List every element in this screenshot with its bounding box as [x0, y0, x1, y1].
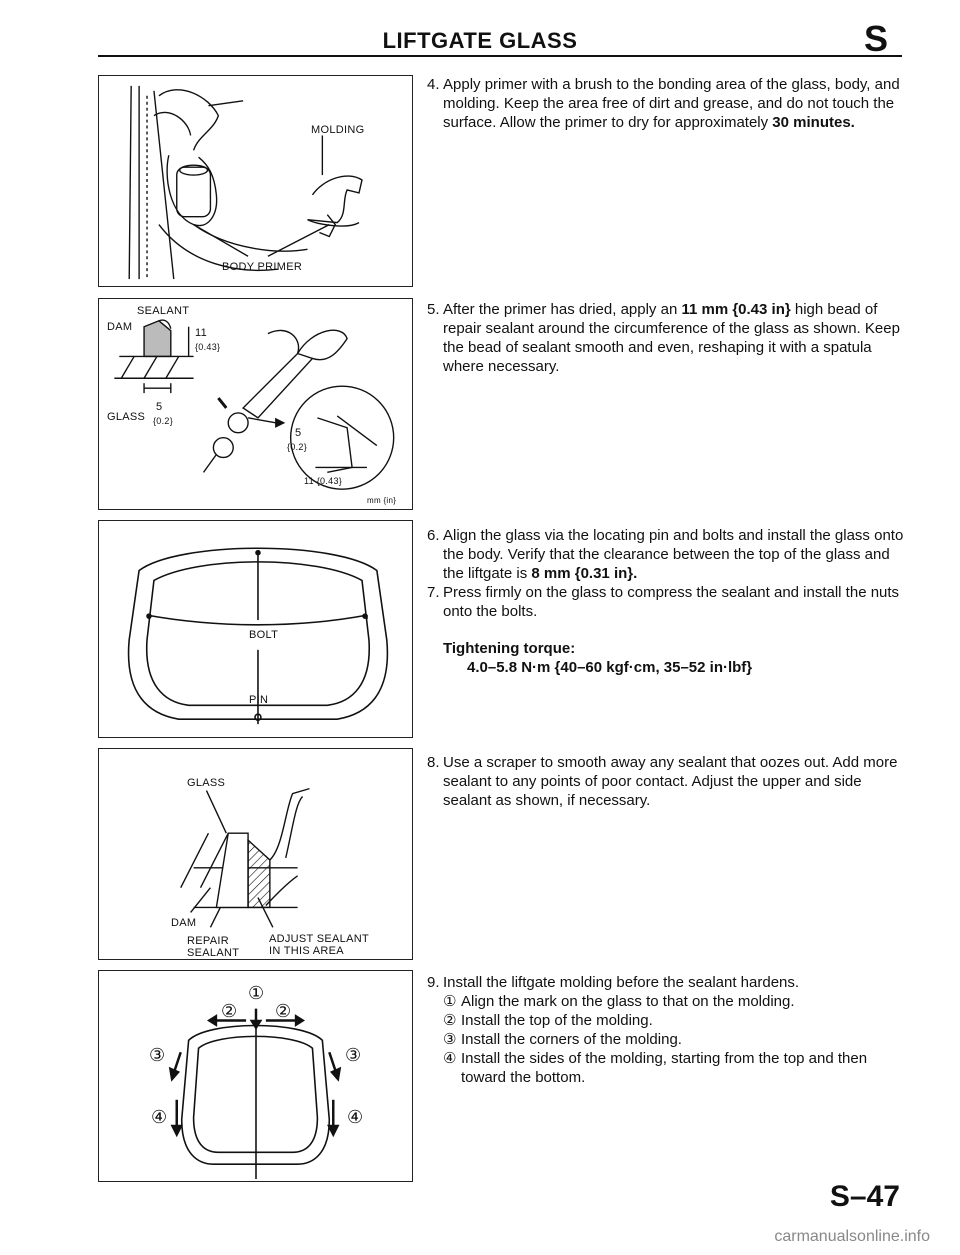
label-detail-11: 11 {0.43}: [304, 476, 343, 486]
marker-1: ①: [248, 983, 265, 1003]
label-dam: DAM: [107, 321, 133, 333]
label-bolt: BOLT: [249, 629, 279, 641]
step-text: [443, 300, 905, 376]
label-detail-02: {0.2}: [287, 442, 308, 452]
step-5-post: high bead of repair sealant around the circumference of the glass as shown. Keep the bead of sealant smooth and even, reshaping it with a spatula where necessary.: [443, 301, 900, 375]
page-number: S–47: [829, 1180, 900, 1213]
step-number: 8.: [427, 754, 440, 771]
adjust-illustration: [99, 749, 412, 959]
step-4-duration: 30 minutes.: [772, 114, 855, 131]
step-text: [443, 75, 905, 132]
step-number: 9.: [427, 974, 440, 991]
step-4-text: Apply primer with a brush to the bonding area of the glass, body, and molding. Keep the area free of dirt and grease, and do not touch the surface. Allow the primer to dry for approximately: [443, 76, 900, 131]
substep-marker: ②: [443, 1012, 457, 1029]
marker-3-left: ③: [149, 1045, 166, 1065]
substep-text: Install the sides of the molding, starting from the top and then toward the bottom.: [461, 1050, 868, 1086]
step-text: Use a scraper to smooth away any sealant that oozes out. Add more sealant to any points of poor contact. Adjust the upper and side sealant as shown, if necessary.: [443, 754, 898, 809]
substep-text: Install the corners of the molding.: [461, 1031, 682, 1048]
label-height-043: {0.43}: [195, 342, 221, 352]
label-molding: MOLDING: [311, 124, 365, 136]
step-number: 6.: [427, 527, 440, 544]
watermark: carmanualsonline.info: [774, 1228, 930, 1245]
torque-label: Tightening torque:: [443, 640, 576, 657]
marker-2-right: ②: [275, 1001, 292, 1021]
step-6-clearance: 8 mm {0.31 in}.: [531, 565, 638, 582]
header-rule: [98, 55, 902, 57]
label-detail-5: 5: [295, 427, 302, 439]
figure-glass-alignment: [98, 520, 413, 738]
primer-illustration: [99, 76, 412, 286]
figure-sealant-bead: [98, 298, 413, 510]
page-title: LIFTGATE GLASS: [382, 28, 578, 53]
label-width-5: 5: [156, 401, 163, 413]
torque-value: 4.0–5.8 N·m {40–60 kgf·cm, 35–52 in·lbf}: [467, 659, 753, 676]
step-9: [427, 973, 905, 1087]
label-repair-sealant-1: REPAIR: [187, 935, 229, 947]
label-adjust-sealant-2: IN THIS AREA: [269, 945, 344, 957]
substep-1: [443, 992, 905, 1011]
label-glass: GLASS: [187, 777, 226, 789]
label-body-primer: BODY PRIMER: [222, 261, 303, 273]
step-text: [443, 973, 905, 1087]
label-glass: GLASS: [107, 411, 146, 423]
step-number: 5.: [427, 301, 440, 318]
marker-4-left: ④: [151, 1107, 168, 1127]
step-8: [427, 753, 905, 810]
figure-adjust-sealant: [98, 748, 413, 960]
step-5-pre: After the primer has dried, apply an: [443, 301, 682, 318]
substep-text: Align the mark on the glass to that on the molding.: [461, 993, 795, 1010]
step-9-intro: Install the liftgate molding before the sealant hardens.: [443, 974, 800, 991]
marker-2-left: ②: [221, 1001, 238, 1021]
substep-marker: ④: [443, 1050, 457, 1067]
label-dam: DAM: [171, 917, 197, 929]
step-number: 7.: [427, 584, 440, 601]
label-pin: PIN: [249, 694, 269, 706]
substep-3: [443, 1030, 905, 1049]
substep-text: Install the top of the molding.: [461, 1012, 653, 1029]
step-6: [427, 526, 905, 583]
section-letter: S: [863, 18, 888, 59]
label-adjust-sealant-1: ADJUST SEALANT: [269, 933, 369, 945]
substep-2: [443, 1011, 905, 1030]
substep-marker: ③: [443, 1031, 457, 1048]
marker-4-right: ④: [347, 1107, 364, 1127]
step-number: 4.: [427, 76, 440, 93]
substep-4: [443, 1049, 905, 1087]
label-sealant: SEALANT: [137, 305, 190, 317]
step-4: [427, 75, 905, 132]
step-7: [427, 583, 905, 621]
label-repair-sealant-2: SEALANT: [187, 947, 240, 959]
label-width-02: {0.2}: [153, 416, 174, 426]
sealant-illustration: [99, 299, 412, 509]
figure-molding-order: [98, 970, 413, 1182]
step-5: [427, 300, 905, 376]
step-6-pre: Align the glass via the locating pin and bolts and install the glass onto the body. Verify that the clearance between the top of the glass and the liftgate is: [443, 527, 904, 582]
substep-marker: ①: [443, 993, 457, 1010]
step-text: Press firmly on the glass to compress the sealant and install the nuts onto the bolts.: [443, 584, 900, 620]
marker-3-right: ③: [345, 1045, 362, 1065]
step-5-height: 11 mm {0.43 in}: [681, 301, 791, 318]
label-height-11: 11: [195, 327, 208, 339]
label-unit: mm {in}: [367, 496, 397, 505]
step-text: [443, 526, 905, 583]
figure-primer-application: [98, 75, 413, 287]
